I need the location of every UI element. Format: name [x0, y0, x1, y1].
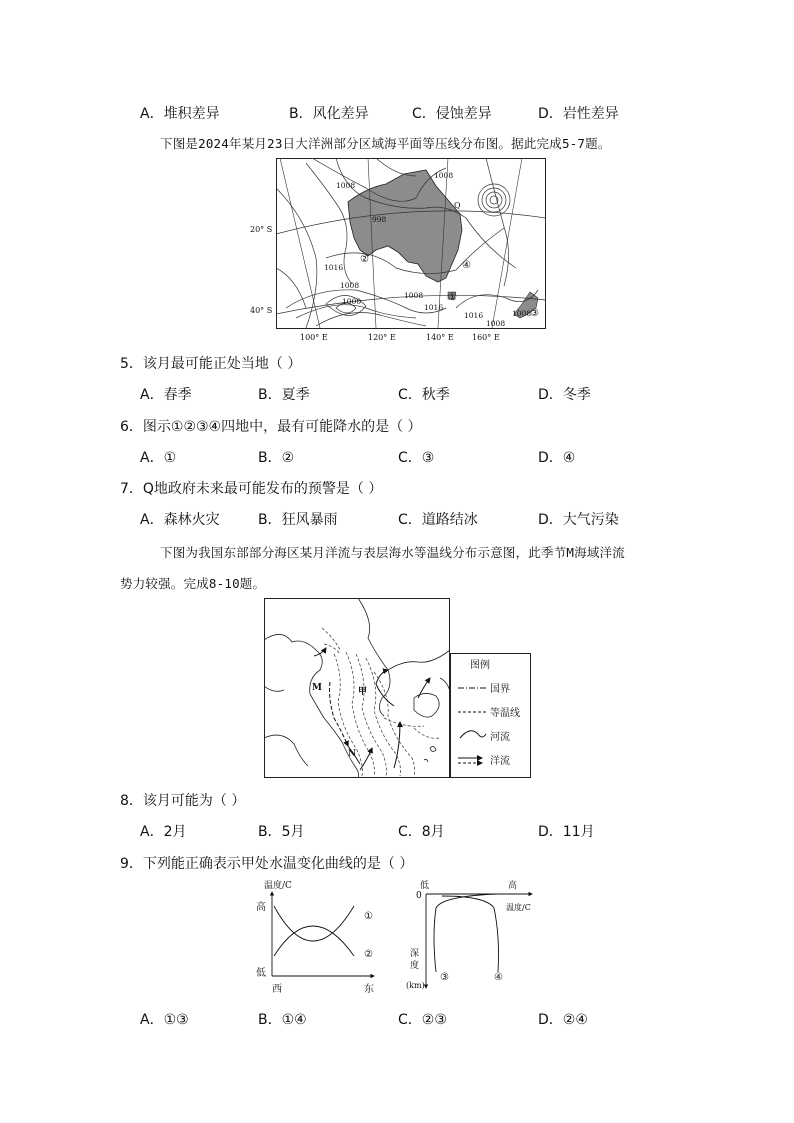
- legend-isotherm: 等温线: [490, 708, 520, 719]
- legend-current: 洋流: [490, 756, 510, 767]
- g2-x-title: 温度/C: [506, 903, 531, 912]
- g2-zero: 0: [416, 891, 422, 901]
- isobar-label: 1016: [424, 303, 444, 312]
- g2-unit: (km): [406, 981, 425, 990]
- graph-temp-west-east: [254, 876, 380, 996]
- g2-y-title-1: 深: [410, 949, 420, 959]
- lon-label: 140° E: [426, 333, 454, 342]
- q4-option-a: A．堆积差异: [140, 106, 220, 122]
- q7-option-c: C．道路结冰: [398, 512, 478, 528]
- isobar-map: [276, 158, 546, 342]
- isobar-label: 1008: [404, 291, 424, 300]
- q9-stem: 9．下列能正确表示甲处水温变化曲线的是（ ）: [120, 856, 414, 872]
- graph-temp-depth: [402, 876, 542, 998]
- g2-y-title-2: 度: [410, 961, 420, 971]
- q5-option-d: D．冬季: [538, 387, 591, 403]
- q9-option-d: D．②④: [538, 1012, 588, 1028]
- isobar-label: 1008: [512, 309, 532, 318]
- intro-8-10-line1: 下图为我国东部部分海区某月洋流与表层海水等温线分布示意图，此季节M海域洋流: [160, 545, 625, 560]
- point-4: ④: [462, 260, 471, 271]
- q4-option-c: C．侵蚀差异: [412, 106, 492, 122]
- q6-option-a: A．①: [140, 450, 177, 466]
- label-m: M: [312, 683, 322, 693]
- lat-label-40s: 40° S: [250, 306, 273, 315]
- isobar-label: 1008: [434, 171, 454, 180]
- isobar-label: 1008: [336, 181, 356, 190]
- g1-curve-2: [274, 906, 354, 941]
- q8-option-d: D．11月: [538, 824, 595, 840]
- q7-stem: 7．Q地政府未来最可能发布的预警是（ ）: [120, 481, 383, 497]
- label-jia: 甲: [358, 687, 368, 697]
- q7-option-d: D．大气污染: [538, 512, 619, 528]
- isobar-label: 1016: [464, 311, 484, 320]
- legend-title: 图例: [470, 660, 490, 671]
- intro-8-10-line2: 势力较强。完成8-10题。: [120, 576, 266, 591]
- intro-5-7: 下图是2024年某月23日大洋洲部分区域海平面等压线分布图。据此完成5-7题。: [160, 136, 611, 151]
- g2-curve-3: [434, 894, 498, 972]
- g2-high: 高: [508, 881, 518, 891]
- g1-x-west: 西: [272, 984, 282, 995]
- q7-option-b: B．狂风暴雨: [258, 512, 338, 528]
- legend-river: 河流: [490, 732, 510, 743]
- point-2: ②: [360, 254, 369, 265]
- q4-option-d: D．岩性差异: [538, 106, 619, 122]
- point-3: ③: [530, 308, 539, 319]
- lon-label: 120° E: [368, 333, 396, 342]
- g2-curve-4: [442, 896, 499, 972]
- q4-option-b: B．风化差异: [289, 106, 369, 122]
- q8-option-b: B．5月: [258, 824, 305, 840]
- g1-curve-label-2: ②: [364, 949, 373, 960]
- q5-option-b: B．夏季: [258, 387, 310, 403]
- q8-option-c: C．8月: [398, 824, 445, 840]
- q9-option-b: B．①④: [258, 1012, 307, 1028]
- q6-option-d: D．④: [538, 450, 576, 466]
- isobar-label: 1008: [486, 319, 506, 328]
- g1-y-title: 温度/C: [264, 881, 292, 891]
- g2-curve-label-4: ④: [494, 972, 503, 983]
- q6-option-c: C．③: [398, 450, 435, 466]
- legend-border: 国界: [490, 684, 510, 695]
- g1-curve-label-1: ①: [364, 911, 373, 922]
- q6-option-b: B．②: [258, 450, 295, 466]
- isobar-label: 1000: [342, 297, 362, 306]
- g1-y-high: 高: [256, 902, 266, 913]
- label-n: N: [348, 749, 357, 759]
- lon-label: 100° E: [300, 333, 328, 342]
- q5-stem: 5．该月最可能正处当地（ ）: [120, 356, 302, 372]
- q9-option-a: A．①③: [140, 1012, 189, 1028]
- isobar-label: 1016: [324, 263, 344, 272]
- q7-option-a: A．森林火灾: [140, 512, 220, 528]
- q8-stem: 8．该月可能为（ ）: [120, 793, 246, 809]
- g2-low: 低: [420, 881, 430, 891]
- g1-x-east: 东: [364, 984, 374, 995]
- current-map: [264, 598, 532, 778]
- q8-option-a: A．2月: [140, 824, 187, 840]
- isobar-label: 998: [372, 215, 387, 224]
- q5-option-a: A．春季: [140, 387, 192, 403]
- legend: [451, 654, 531, 778]
- q6-stem: 6．图示①②③④四地中，最有可能降水的是（ ）: [120, 419, 422, 435]
- q9-option-c: C．②③: [398, 1012, 447, 1028]
- lon-label: 160° E: [472, 333, 500, 342]
- isobar-label: 1008: [340, 281, 360, 290]
- q5-option-c: C．秋季: [398, 387, 450, 403]
- point-1: ①: [448, 292, 457, 303]
- lat-label-20s: 20° S: [250, 225, 273, 234]
- g1-y-low: 低: [256, 968, 266, 979]
- point-q: Q: [454, 201, 461, 210]
- g2-curve-label-3: ③: [440, 972, 449, 983]
